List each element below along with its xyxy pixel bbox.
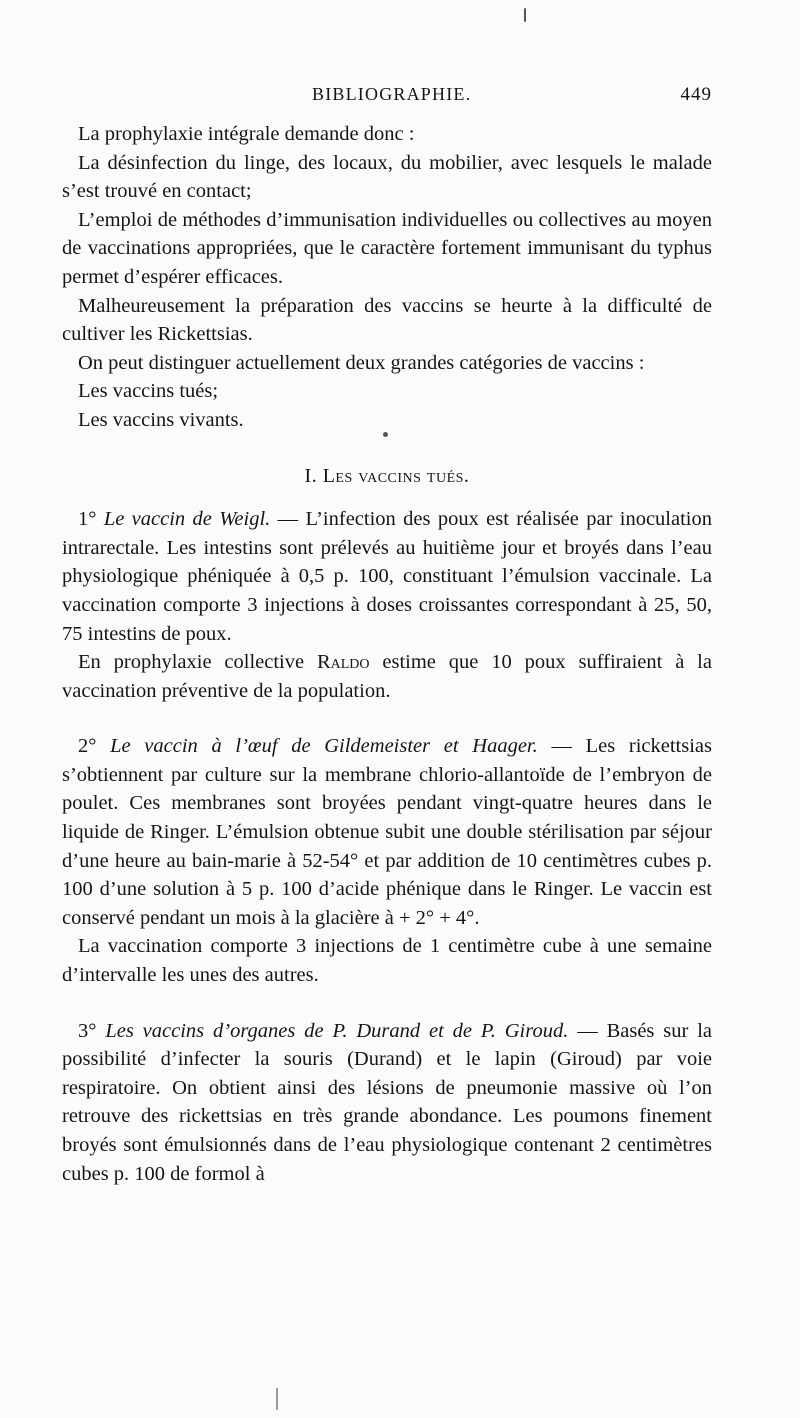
item-number: 1° (78, 508, 104, 531)
print-speck (383, 432, 388, 437)
paragraph-intro-1: La prophylaxie intégrale demande donc : (78, 123, 415, 145)
item-title: Le vaccin de Weigl. (103, 508, 271, 531)
running-head-title: BIBLIOGRAPHIE. (312, 84, 472, 104)
page-number: 449 (680, 84, 712, 105)
paragraph-intro-2: La désinfection du linge, des locaux, du mobilier, avec lesquels le malade s’est trouvé en contact; (62, 151, 712, 203)
running-head (62, 84, 712, 114)
body-text (62, 120, 712, 1188)
item-body: — L’infection des poux est réalisée par inoculation intrarectale. Les intestins sont prélevés au huitième jour et broyés dans l’eau physiologique phéniquée à 0,5 p. 100, constituant l’émulsion vaccinale. La vaccination comporte 3 injections à doses croissantes correspondant à 25, 50, 75 intestins de poux. (62, 508, 712, 645)
print-speck (524, 8, 526, 22)
section-heading (62, 462, 712, 491)
paragraph-weigl-2 (62, 648, 712, 705)
text-run: En prophylaxie collective (78, 651, 317, 674)
section-heading-text: Les vaccins tués. (322, 464, 470, 487)
item-title: Les vaccins d’organes de P. Durand et de P. Giroud. (105, 1019, 569, 1042)
author-name: Raldo (316, 651, 370, 674)
list-item-live-vaccines: Les vaccins vivants. (78, 408, 244, 431)
paragraph-intro-5: On peut distinguer actuellement deux grandes catégories de vaccins : (78, 351, 645, 374)
item-title: Le vaccin à l’œuf de Gildemeister et Haager. (110, 735, 538, 758)
item-body: — Les rickettsias s’obtiennent par culture sur la membrane chlorio-allantoïde de l’embryon de poulet. Ces membranes sont broyées pendant vingt-quatre heures dans le liquide de Ringer. L’émulsion obtenue subit une double stérilisation par séjour d’une heure au bain-marie à 52-54° et par addition de 10 centimètres cubes p. 100 d’une solution à 5 p. 100 d’acide phénique dans le Ringer. Le vaccin est conservé pendant un mois à la glacière à + 2° + 4°. (62, 735, 712, 929)
section-numeral: I. (304, 464, 323, 487)
paragraph-organ-vaccines (62, 1017, 712, 1189)
item-number: 3° (78, 1019, 106, 1042)
text-run: estime que 10 poux suffiraient à la vaccination préventive de la population. (62, 651, 712, 702)
paragraph-egg-vaccine-2: La vaccination comporte 3 injections de 1 centimètre cube à une semaine d’intervalle les unes des autres. (62, 935, 712, 987)
item-number: 2° (78, 735, 111, 758)
list-item-killed-vaccines: Les vaccins tués; (78, 380, 219, 403)
item-body: — Basés sur la possibilité d’infecter la souris (Durand) et le lapin (Giroud) par voie respiratoire. On obtient ainsi des lésions de pneumonie massive où l’on retrouve des rickettsias en très grande abondance. Les poumons finement broyés sont émulsionnés dans de l’eau physiologique contenant 2 centimètres cubes p. 100 de formol à (62, 1019, 712, 1185)
paragraph-intro-4: Malheureusement la préparation des vaccins se heurte à la difficulté de cultiver les Rickettsias. (62, 294, 712, 346)
paragraph-weigl (62, 505, 712, 648)
paragraph-intro-3: L’emploi de méthodes d’immunisation individuelles ou collectives au moyen de vaccinations appropriées, que le caractère fortement immunisant du typhus permet d’espérer efficaces. (62, 208, 712, 288)
paragraph-egg-vaccine (62, 732, 712, 932)
print-speck (276, 1388, 278, 1410)
